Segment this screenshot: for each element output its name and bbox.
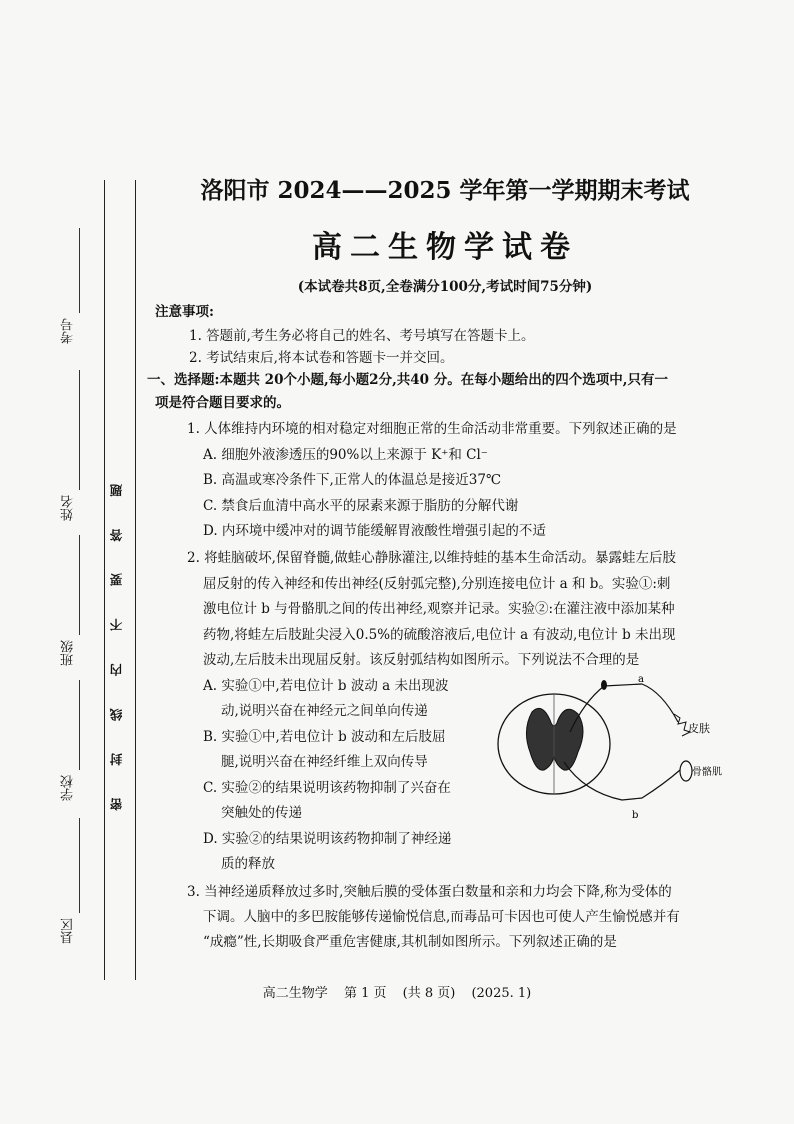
afferent-nerve [570,684,678,732]
gray-matter [526,708,583,770]
class-label: 班级 [60,640,76,666]
school-field[interactable] [52,775,84,805]
label-skin: 皮肤 [688,722,710,735]
footer-page: 第 1 页 [343,986,387,1001]
exam-title: 洛阳市 2024——2025 学年第一学期期末考试 [200,177,690,204]
seal-notice: 密 封 线 内 不 要 答 题 [109,470,124,811]
q2-option-c-line-1: C. 实验②的结果说明该药物抑制了兴奋在 [203,780,451,796]
footer-total: (共 8 页) [402,986,456,1001]
district-field[interactable] [52,918,84,948]
q1-stem: 1. 人体维持内环境的相对稳定对细胞正常的生命活动非常重要。下列叙述正确的是 [187,421,677,437]
q1-option-b: B. 高温或寒冷条件下,正常人的体温总是接近37℃ [203,472,502,488]
reflex-arc-diagram [492,672,722,822]
school-blank [79,680,80,770]
notes-heading: 注意事项: [155,304,214,320]
q2-option-d-line-1: D. 实验②的结果说明该药物抑制了神经递 [203,831,452,847]
q1-option-c: C. 禁食后血清中高水平的尿素来源于脂肪的分解代谢 [203,498,519,514]
q3-stem-line-3: “成瘾”性,长期吸食严重危害健康,其机制如图所示。下列叙述正确的是 [203,934,617,950]
q2-option-a-line-1: A. 实验①中,若电位计 b 波动 a 未出现波 [203,678,449,694]
q2-stem-line-5: 波动,左后肢未出现屈反射。该反射弧结构如图所示。下列说法不合理的是 [203,652,640,668]
name-blank [79,370,80,490]
q2-option-b-line-2: 腿,说明兴奋在神经纤维上双向传导 [221,754,428,770]
footer-date: (2025. 1) [471,986,532,1001]
subject-title: 高二生物学试卷 [312,230,578,265]
class-field[interactable] [52,640,84,670]
name-label: 姓名 [60,495,76,521]
name-field[interactable] [52,495,84,525]
class-blank [79,535,80,635]
note-item-2: 2. 考试结束后,将本试卷和答题卡一并交回。 [189,350,454,366]
exam-number-blank [79,228,80,313]
q1-option-d: D. 内环境中缓冲对的调节能缓解胃液酸性增强引起的不适 [203,523,546,539]
q2-stem-line-1: 2. 将蛙脑破坏,保留脊髓,做蛙心静脉灌注,以维持蛙的基本生命活动。暴露蛙左后肢 [187,550,677,566]
efferent-nerve [564,762,680,800]
q2-stem-line-2: 屈反射的传入神经和传出神经(反射弧完整),分别连接电位计 a 和 b。实验①:刺 [203,576,671,592]
district-blank [79,818,80,913]
exam-info: (本试卷共8页,全卷满分100分,考试时间75分钟) [297,279,593,295]
q1-option-a: A. 细胞外液渗透压的90%以上来源于 K⁺和 Cl⁻ [203,447,488,463]
label-muscle: 骨骼肌 [692,767,722,778]
section-instruction-2: 项是符合题目要求的。 [155,395,290,411]
exam-number-label: 考号 [60,318,76,344]
section-instruction-1: 一、选择题:本题共 20个小题,每小题2分,共40 分。在每小题给出的四个选项中,只有一 [147,372,668,388]
note-item-1: 1. 答题前,考生务必将自己的姓名、考号填写在答题卡上。 [189,328,535,344]
q3-stem-line-2: 下调。人脑中的多巴胺能够传递愉悦信息,而毒品可卡因也可使人产生愉悦感并有 [203,909,680,925]
q2-option-a-line-2: 动,说明兴奋在神经元之间单向传递 [221,703,428,719]
dorsal-root-ganglion [601,680,607,690]
seal-line-inner [135,180,136,980]
school-label: 学校 [60,775,76,801]
district-label: 县区 [60,918,76,944]
q2-stem-line-3: 激电位计 b 与骨骼肌之间的传出神经,观察并记录。实验②:在灌注液中添加某种 [203,601,675,617]
exam-number-field[interactable] [52,318,84,348]
page-footer [0,982,794,1001]
seal-line-outer [104,180,105,980]
q3-stem-line-1: 3. 当神经递质释放过多时,突触后膜的受体蛋白数量和亲和力均会下降,称为受体的 [187,884,672,900]
footer-subject: 高二生物学 [262,986,328,1001]
binding-margin [0,0,150,1124]
label-b: b [632,810,639,821]
q2-stem-line-4: 药物,将蛙左后肢趾尖浸入0.5%的硫酸溶液后,电位计 a 有波动,电位计 b 未出现 [203,627,676,643]
skeletal-muscle-icon [680,761,692,781]
label-a: a [638,674,644,685]
q2-option-b-line-1: B. 实验①中,若电位计 b 波动和左后肢屈 [203,729,446,745]
q2-option-c-line-2: 突触处的传递 [221,805,302,821]
q2-option-d-line-2: 质的释放 [221,856,275,872]
